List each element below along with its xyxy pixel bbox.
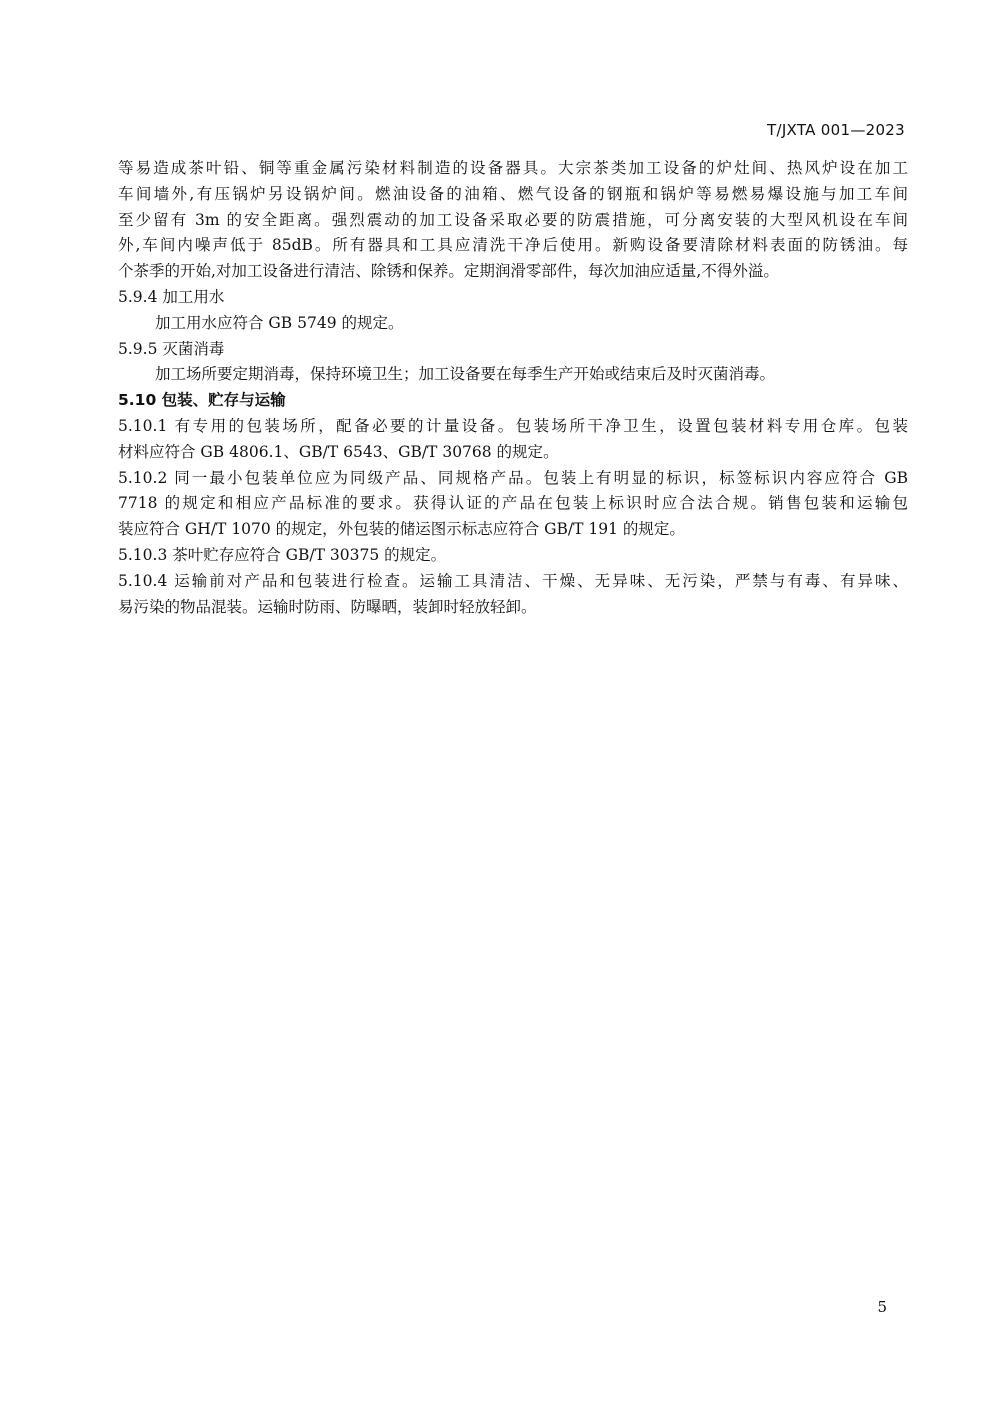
paragraph-line: 车间墙外,有压锅炉另设锅炉间。燃油设备的油箱、燃气设备的钢瓶和锅炉等易燃易爆设施与加工车间 — [118, 184, 908, 203]
section-5-10-3-line: 5.10.3 茶叶贮存应符合 GB/T 30375 的规定。 — [118, 545, 447, 564]
section-5-10-heading: 5.10 包装、贮存与运输 — [118, 391, 286, 410]
section-5-10-1-line: 5.10.1 有专用的包装场所，配备必要的计量设备。包装场所干净卫生，设置包装材料专用仓库。包装 — [118, 416, 908, 435]
section-5-10-4-line: 5.10.4 运输前对产品和包装进行检查。运输工具清洁、干燥、无异味、无污染，严禁与有毒、有异味、 — [118, 571, 908, 590]
paragraph-line: 个茶季的开始,对加工设备进行清洁、除锈和保养。定期润滑零部件，每次加油应适量,不得外溢。 — [118, 262, 779, 281]
section-5-9-4-text: 加工用水应符合 GB 5749 的规定。 — [155, 313, 404, 332]
paragraph-line: 外,车间内噪声低于 85dB。所有器具和工具应清洗干净后使用。新购设备要清除材料表面的防锈油。每 — [118, 236, 908, 255]
section-5-9-5-title: 5.9.5 灭菌消毒 — [118, 339, 225, 358]
section-5-10-2-line: 7718 的规定和相应产品标准的要求。获得认证的产品在包装上标识时应合法合规。销售包装和运输包 — [118, 494, 908, 513]
section-5-10-2-line: 5.10.2 同一最小包装单位应为同级产品、同规格产品。包装上有明显的标识，标签标识内容应符合 GB — [118, 468, 908, 487]
page-number: 5 — [877, 1298, 887, 1316]
section-5-10-2-line: 装应符合 GH/T 1070 的规定，外包装的储运图示标志应符合 GB/T 191 的规定。 — [118, 520, 685, 539]
section-5-10-1-line: 材料应符合 GB 4806.1、GB/T 6543、GB/T 30768 的规定。 — [118, 442, 559, 461]
document-code: T/JXTA 001—2023 — [767, 121, 905, 139]
section-5-9-5-text: 加工场所要定期消毒，保持环境卫生；加工设备要在每季生产开始或结束后及时灭菌消毒。 — [155, 365, 776, 384]
paragraph-line: 至少留有 3m 的安全距离。强烈震动的加工设备采取必要的防震措施，可分离安装的大型风机设在车间 — [118, 210, 908, 229]
paragraph-line: 等易造成茶叶铅、铜等重金属污染材料制造的设备器具。大宗茶类加工设备的炉灶间、热风炉设在加工 — [118, 159, 908, 177]
section-5-10-4-line: 易污染的物品混装。运输时防雨、防曝晒，装卸时轻放轻卸。 — [118, 597, 537, 616]
section-5-9-4-title: 5.9.4 加工用水 — [118, 287, 225, 306]
document-body — [118, 156, 908, 620]
